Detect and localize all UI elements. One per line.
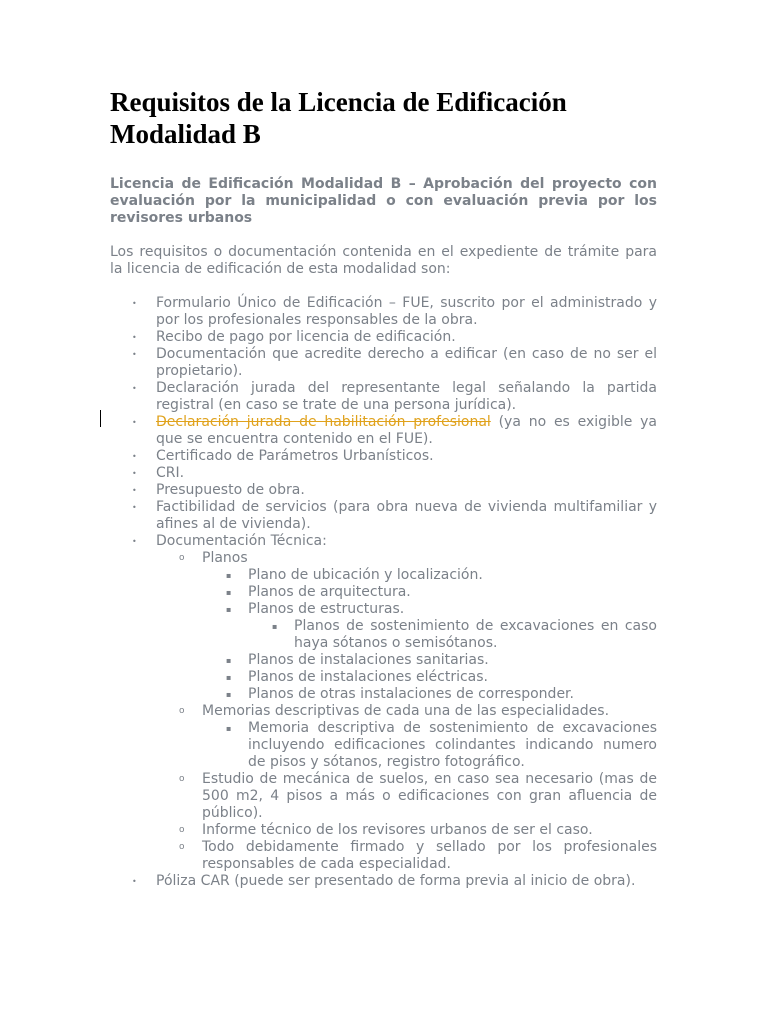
requirements-list — [110, 295, 657, 890]
list-item: ▪ Plano de ubicación y localización. — [226, 567, 483, 583]
estructuras-sublist — [248, 618, 657, 652]
list-item: • Formulario Único de Edificación – FUE, suscrito por el administrado y por los profesionales responsables de la obra. — [132, 295, 657, 328]
list-item: o Informe técnico de los revisores urbanos de ser el caso. — [179, 822, 593, 838]
list-item: • CRI. — [132, 465, 185, 481]
subtitle: Licencia de Edificación Modalidad B – Aprobación del proyecto con evaluación por la municipalidad o con evaluación previa por los revisores urbanos — [110, 176, 657, 226]
list-item: o Todo debidamente firmado y sellado por los profesionales responsables de cada especialidad. — [179, 839, 657, 872]
bullet-icon: • — [132, 350, 137, 359]
list-item: ▪ Planos de otras instalaciones de corresponder. — [226, 686, 574, 702]
bullet-icon: • — [132, 452, 137, 461]
memorias-list — [202, 720, 657, 771]
square-bullet-icon: ▪ — [226, 690, 232, 699]
square-bullet-icon: ▪ — [226, 571, 232, 580]
list-item: • Póliza CAR (puede ser presentado de forma previa al inicio de obra). — [132, 873, 636, 889]
planos-list — [202, 567, 657, 703]
list-item: • Recibo de pago por licencia de edificación. — [132, 329, 456, 345]
list-item: o Planos ▪ Plano de ubicación y localización. ▪ Planos de arquitectura. ▪ Planos de estructuras. ▪ Planos de sostenimiento de excavaciones en caso haya sótanos o semisótanos. ▪ Planos de instalaciones sanitarias. ▪ Planos de instalaciones eléctricas. ▪ Planos de otras instalaciones de corresponder. — [179, 550, 657, 702]
technical-docs-list — [156, 550, 657, 873]
bullet-icon: • — [132, 418, 137, 427]
list-item: ▪ Memoria descriptiva de sostenimiento de excavaciones incluyendo edificaciones colindantes indicando numero de pisos y sótanos, registro fotográfico. — [226, 720, 657, 770]
list-item: o Memorias descriptivas de cada una de las especialidades. ▪ Memoria descriptiva de sostenimiento de excavaciones incluyendo edificaciones colindantes indicando numero de pisos y sótanos, registro fotográfico. — [179, 703, 657, 770]
bullet-icon: • — [132, 384, 137, 393]
square-bullet-icon: ▪ — [226, 673, 232, 682]
bullet-icon: • — [132, 333, 137, 342]
list-item: • Factibilidad de servicios (para obra nueva de vivienda multifamiliar y afines al de vivienda). — [132, 499, 657, 532]
square-bullet-icon: ▪ — [272, 622, 278, 631]
square-bullet-icon: ▪ — [226, 656, 232, 665]
square-bullet-icon: ▪ — [226, 588, 232, 597]
circle-bullet-icon: o — [179, 706, 185, 716]
list-item: ▪ Planos de estructuras. ▪ Planos de sostenimiento de excavaciones en caso haya sótanos o semisótanos. — [226, 601, 657, 651]
list-item: ▪ Planos de sostenimiento de excavaciones en caso haya sótanos o semisótanos. — [272, 618, 657, 651]
circle-bullet-icon: o — [179, 774, 185, 784]
circle-bullet-icon: o — [179, 842, 185, 852]
bullet-icon: • — [132, 469, 137, 478]
list-item: ▪ Planos de arquitectura. — [226, 584, 411, 600]
bullet-icon: • — [132, 299, 137, 308]
list-item: ▪ Planos de instalaciones sanitarias. — [226, 652, 489, 668]
document-page — [110, 86, 657, 890]
bullet-icon: • — [132, 503, 137, 512]
list-item: ▪ Planos de instalaciones eléctricas. — [226, 669, 488, 685]
list-item: • Documentación que acredite derecho a edificar (en caso de no ser el propietario). — [132, 346, 657, 379]
bullet-icon: • — [132, 877, 137, 886]
bullet-icon: • — [132, 486, 137, 495]
list-item: • Certificado de Parámetros Urbanísticos. — [132, 448, 434, 464]
struck-text: Declaración jurada de habilitación profesional — [156, 414, 491, 430]
list-item: o Estudio de mecánica de suelos, en caso sea necesario (mas de 500 m2, 4 pisos a más o edificaciones con gran afluencia de público). — [179, 771, 657, 821]
intro-paragraph: Los requisitos o documentación contenida en el expediente de trámite para la licencia de edificación de esta modalidad son: — [110, 244, 657, 277]
list-item: • Declaración jurada del representante legal señalando la partida registral (en caso se trate de una persona jurídica). — [132, 380, 657, 413]
list-item: • Presupuesto de obra. — [132, 482, 305, 498]
page-title: Requisitos de la Licencia de Edificación Modalidad B — [110, 87, 567, 149]
list-item: • Documentación Técnica: o Planos ▪ Plano de ubicación y localización. ▪ Planos de arquitectura. ▪ Planos de estructuras. ▪ Planos de sostenimiento de excavaciones en caso haya sótanos o semisótanos. ▪ Planos de instalaciones sanitarias. ▪ Planos de instalaciones eléctricas. ▪ Planos de otras instalaciones de corresponder. o Memorias descriptivas de cada una de las especialidades. ▪ Memoria descriptiva de sostenimiento de excavaciones incluyendo edificaciones colindantes indicando numero de pisos y sótanos, registro fotográfico. o Estudio de mecánica de suelos, en caso sea necesario (mas de 500 m2, 4 pisos a más o edificaciones con gran afluencia de público). o Informe técnico de los revisores urbanos de ser el caso. o Todo debidamente firmado y sellado por los profesionales responsables de cada especialidad. — [132, 533, 657, 872]
circle-bullet-icon: o — [179, 553, 185, 563]
bullet-icon: • — [132, 537, 137, 546]
square-bullet-icon: ▪ — [226, 724, 232, 733]
circle-bullet-icon: o — [179, 825, 185, 835]
square-bullet-icon: ▪ — [226, 605, 232, 614]
text-cursor — [100, 410, 101, 427]
list-item: • Declaración jurada de habilitación profesional (ya no es exigible ya que se encuentra contenido en el FUE). — [132, 414, 658, 447]
